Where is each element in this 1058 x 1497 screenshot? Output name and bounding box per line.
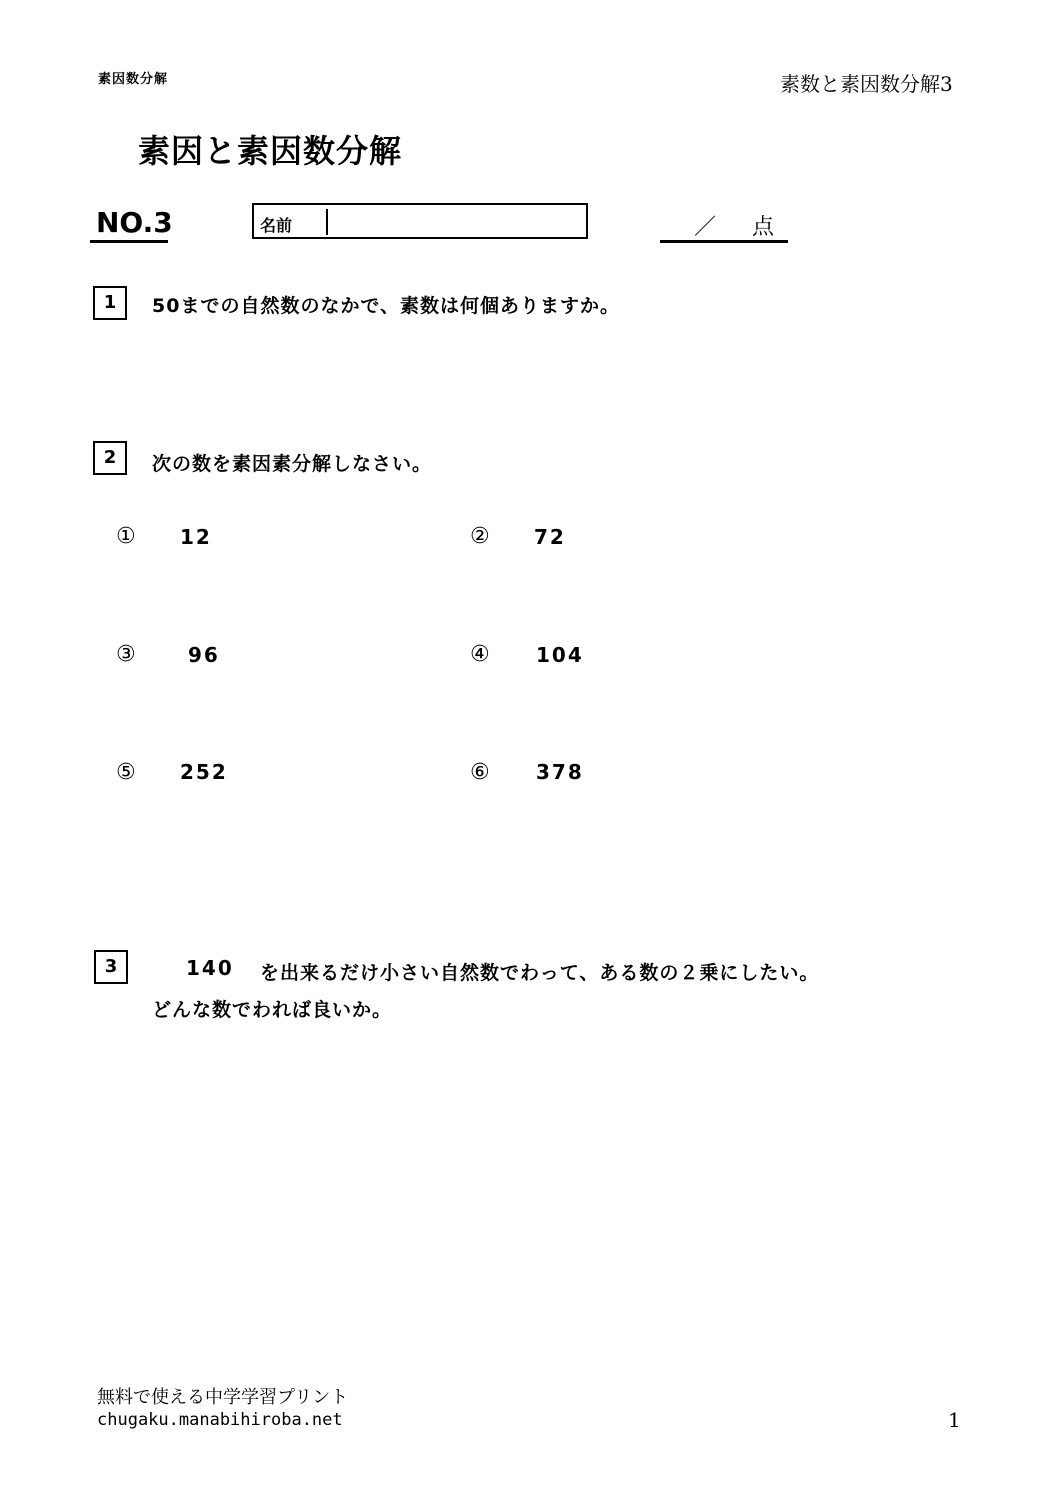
q2-item-5-mark: ⑤ — [116, 760, 136, 785]
question-3-text-line1: を出来るだけ小さい自然数でわって、ある数の２乗にしたい。 — [260, 962, 820, 984]
question-3-value: 140 — [186, 956, 234, 980]
question-2-number: 2 — [103, 447, 117, 468]
page-number: 1 — [948, 1408, 961, 1432]
footer-site-name: 無料で使える中学学習プリント — [97, 1387, 349, 1408]
q2-item-6-value: 378 — [536, 760, 584, 784]
name-field[interactable] — [252, 203, 588, 239]
question-3-number: 3 — [104, 956, 118, 977]
q2-item-5 — [116, 760, 136, 785]
q2-item-1-mark: ① — [116, 524, 136, 549]
question-2-number-box — [93, 441, 127, 475]
score-slash: ／ — [694, 215, 717, 240]
question-2-text: 次の数を素因素分解しなさい。 — [152, 453, 433, 475]
page-title: 素因と素因数分解 — [138, 132, 403, 170]
worksheet-number: NO.3 — [96, 206, 173, 239]
q2-item-4-value: 104 — [536, 643, 584, 667]
name-label: 名前 — [260, 216, 293, 235]
question-1-text: 50までの自然数のなかで、素数は何個ありますか。 — [152, 295, 621, 317]
score-underline — [660, 240, 788, 243]
q2-item-2-value: 72 — [534, 525, 566, 549]
footer-url: chugaku.manabihiroba.net — [97, 1410, 343, 1430]
q2-item-3-mark: ③ — [116, 642, 136, 667]
score-unit: 点 — [752, 215, 775, 240]
q2-item-6 — [470, 760, 490, 785]
question-3-text-line2: どんな数でわれば良いか。 — [152, 999, 393, 1021]
q2-item-4-mark: ④ — [470, 642, 490, 667]
q2-item-3-value: 96 — [188, 643, 220, 667]
q2-item-6-mark: ⑥ — [470, 760, 490, 785]
question-1-number: 1 — [103, 292, 117, 313]
question-1-number-box — [93, 286, 127, 320]
q2-item-4 — [470, 642, 490, 667]
question-3-number-box — [94, 950, 128, 984]
name-field-divider — [326, 209, 328, 235]
q2-item-1 — [116, 524, 136, 549]
q2-item-2 — [470, 524, 490, 549]
score-area — [694, 210, 774, 241]
q2-item-3 — [116, 642, 136, 667]
q2-item-2-mark: ② — [470, 524, 490, 549]
worksheet-number-underline — [90, 240, 168, 243]
q2-item-5-value: 252 — [180, 760, 228, 784]
q2-item-1-value: 12 — [180, 525, 212, 549]
header-right-label: 素数と素因数分解3 — [780, 72, 953, 96]
header-left-label: 素因数分解 — [98, 72, 169, 87]
